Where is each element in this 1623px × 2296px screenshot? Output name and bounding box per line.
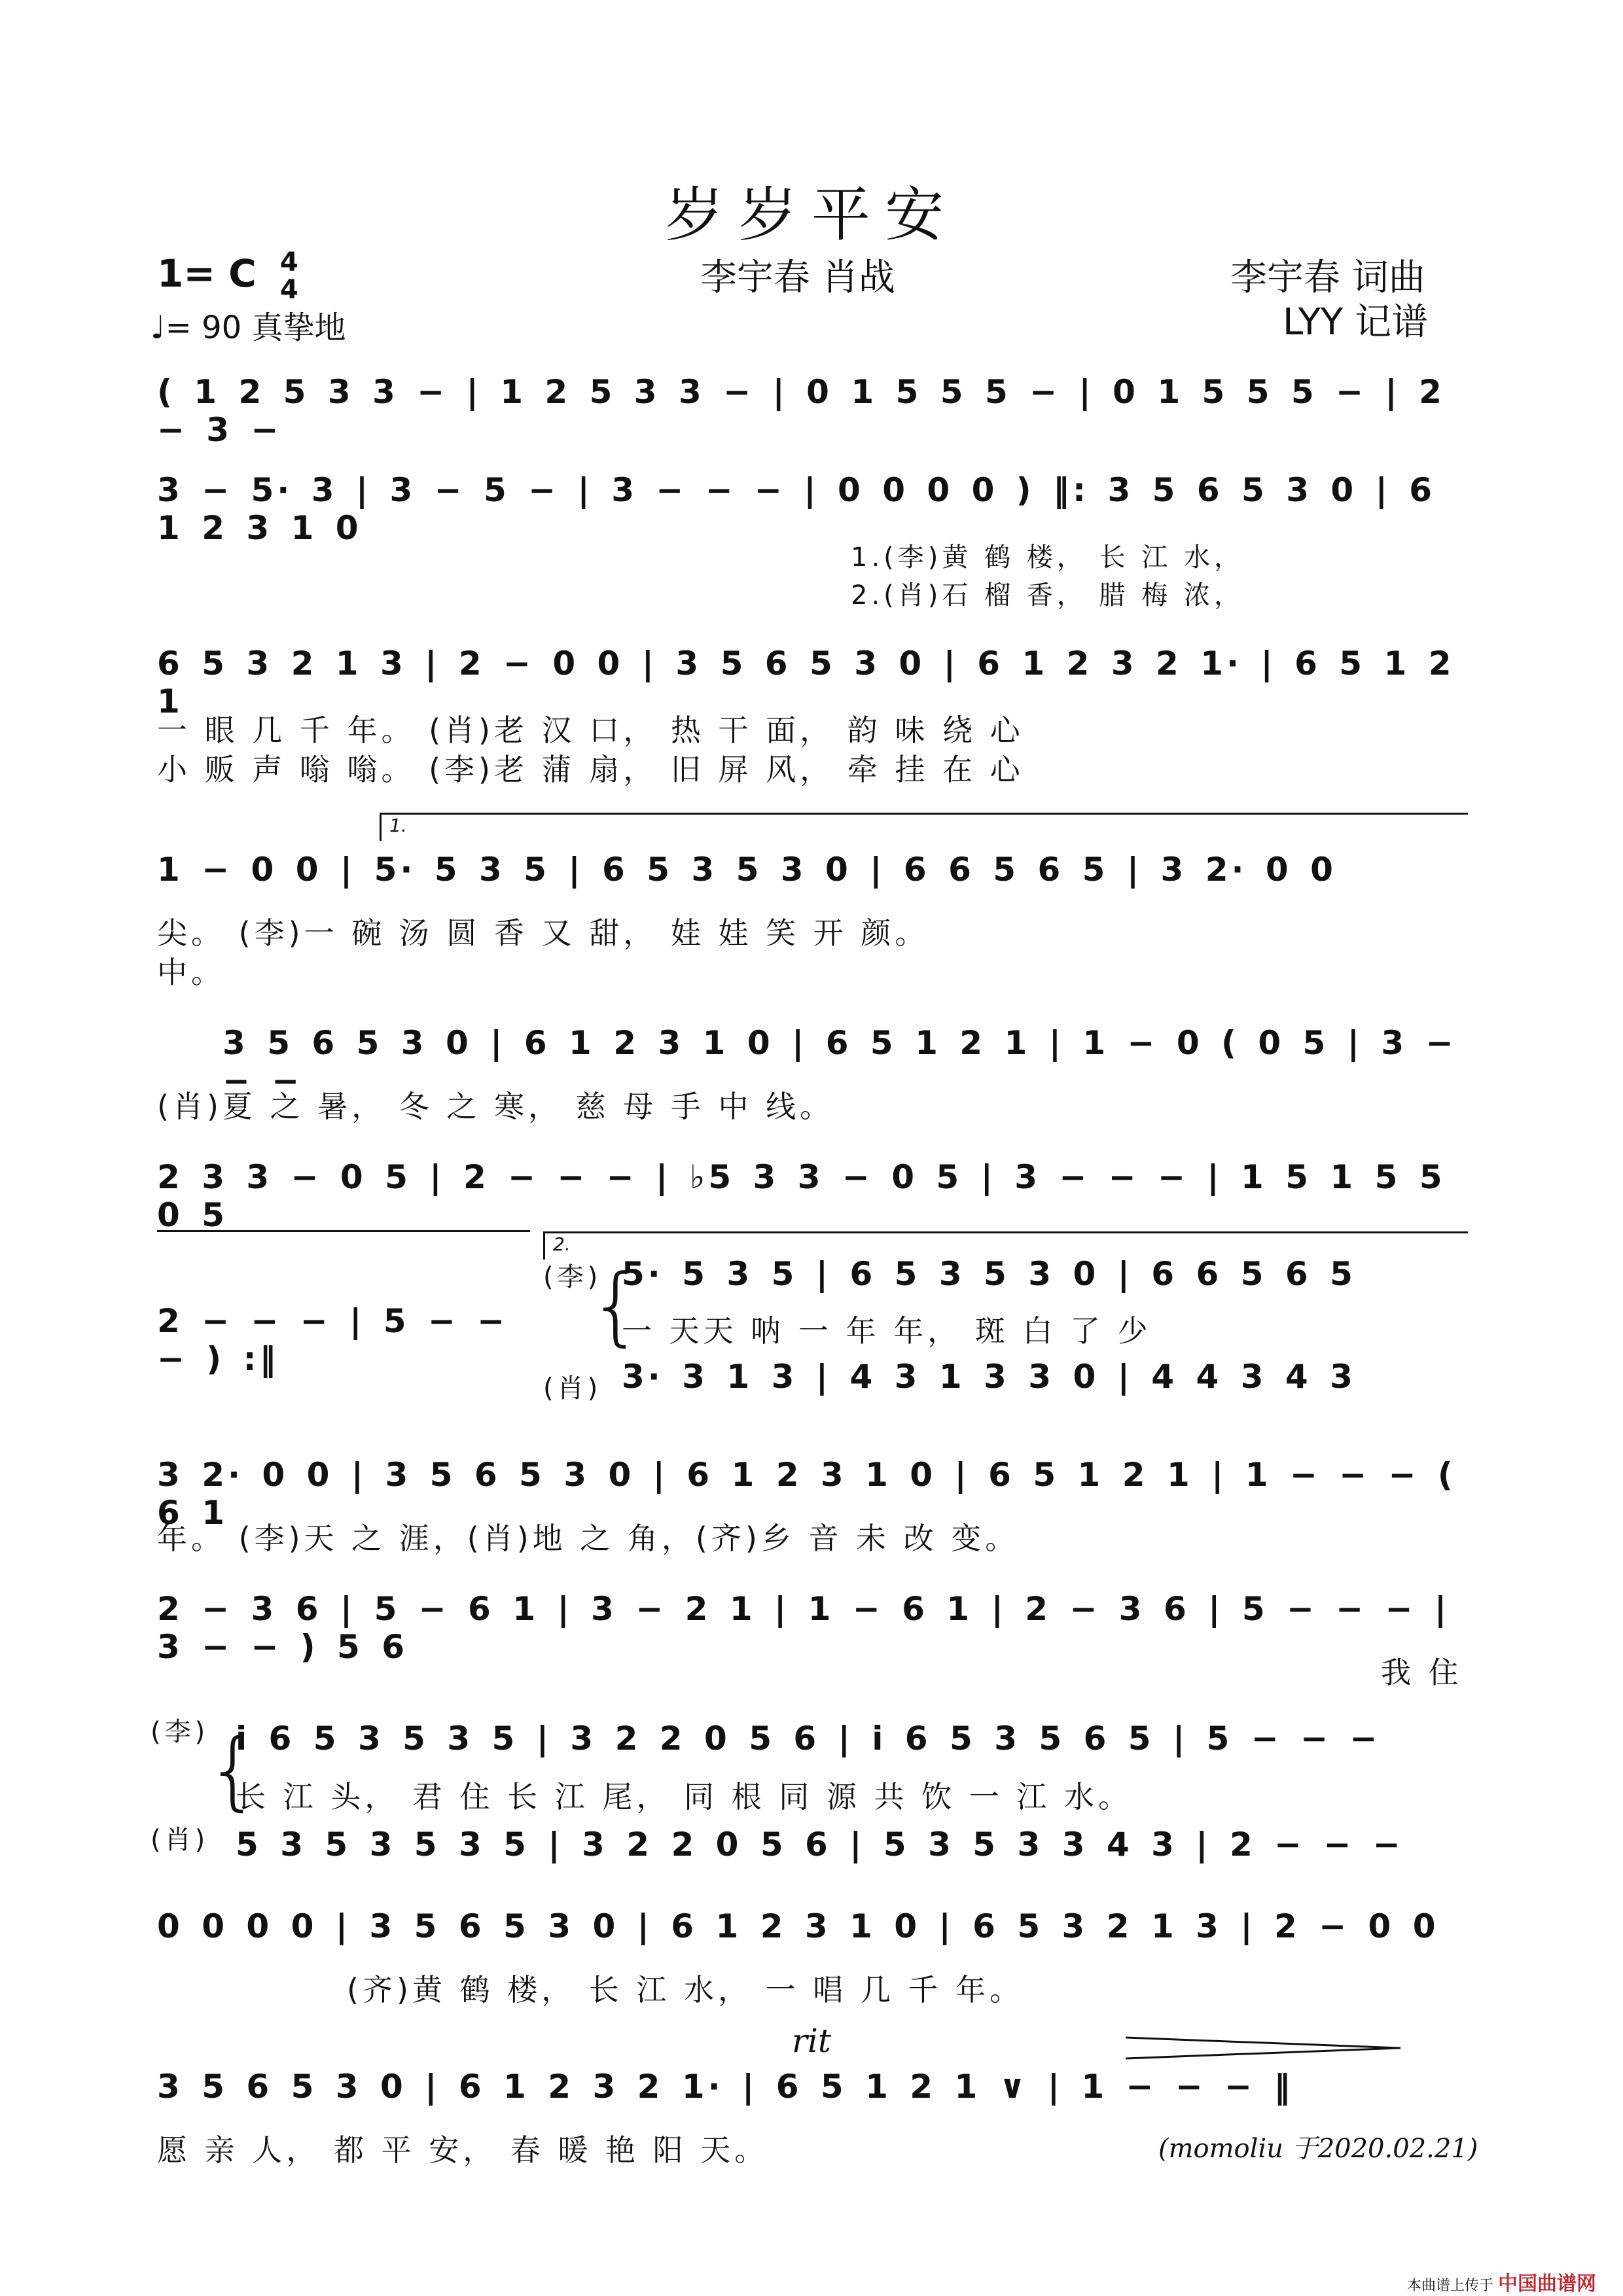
duet-notation-xiao: 3· 3 1 3 | 4 3 1 3 3 0 | 4 4 3 4 3 <box>622 1358 1356 1396</box>
first-ending-bracket <box>380 813 1468 841</box>
lyrics-verse-2: 中。 <box>157 955 225 990</box>
duet-notation-li: 5· 5 3 5 | 6 5 3 5 3 0 | 6 6 5 6 5 <box>622 1255 1356 1293</box>
singers: 李宇春 肖战 <box>700 256 895 299</box>
duet-label-li: (李) <box>543 1262 602 1292</box>
ritardando-marking: rit <box>792 2022 831 2060</box>
lyrics-verse-2: 小 贩 声 嗡 嗡。 (李)老 蒲 扇， 旧 屏 风， 牵 挂 在 心 <box>157 752 1024 787</box>
duet-label-xiao: (肖) <box>151 1825 209 1855</box>
notation-line: ( 1 2 5 3 3 − | 1 2 5 3 3 − | 0 1 5 5 5 − | 0 1 5 5 5 − | 2 − 3 − <box>157 373 1445 449</box>
notation-line: 6 5 3 2 1 3 | 2 − 0 0 | 3 5 6 5 3 0 | 6 1 2 3 2 1· | 6 5 1 2 1 <box>157 645 1455 720</box>
song-title: 岁岁平安 <box>665 181 958 249</box>
lyrics-verse-1: (齐)黄 鹤 楼， 长 江 水， 一 唱 几 千 年。 <box>347 1972 1024 2007</box>
notation-line: 3 5 6 5 3 0 | 6 1 2 3 1 0 | 6 5 1 2 1 | 1 − 0 ( 0 5 | 3 − − − <box>223 1024 1457 1100</box>
key-label: 1= C <box>157 251 257 296</box>
notation-line: 0 0 0 0 | 3 5 6 5 3 0 | 6 1 2 3 1 0 | 6 5 3 2 1 3 | 2 − 0 0 <box>157 1907 1439 1945</box>
notation-line: 3 − 5· 3 | 3 − 5 − | 3 − − − | 0 0 0 0 ) ‖: 3 5 6 5 3 0 | 6 1 2 3 1 0 <box>157 471 1436 547</box>
tempo-marking: ♩= 90 真挚地 <box>151 309 346 346</box>
watermark-prefix: 本曲谱上传于 <box>1407 2278 1494 2294</box>
lyrics-verse-1: 尖。 (李)一 碗 汤 圆 香 又 甜， 娃 娃 笑 开 颜。 <box>157 915 929 951</box>
transcriber: LYY 记谱 <box>1283 301 1428 344</box>
brace-icon: { <box>206 1720 260 1820</box>
time-signature <box>280 249 298 304</box>
notation-line: 2 − 3 6 | 5 − 6 1 | 3 − 2 1 | 1 − 6 1 | 2 − 3 6 | 5 − − − | 3 − − ) 5 6 <box>157 1590 1450 1666</box>
lyrics-verse-1: 一 眼 几 千 年。 (肖)老 汉 口， 热 干 面， 韵 味 绕 心 <box>157 713 1024 748</box>
ending-divider <box>157 1230 530 1232</box>
time-signature-bottom: 4 <box>279 275 298 305</box>
brace-icon: { <box>589 1256 643 1355</box>
notation-line: 2 − − − | 5 − − − ) :‖ <box>157 1302 508 1378</box>
lyrics-verse-1: 年。 (李)天 之 涯，(肖)地 之 角，(齐)乡 音 未 改 变。 <box>157 1521 1020 1556</box>
lyrics-verse-2: 2.(肖)石 榴 香， 腊 梅 浓， <box>851 580 1244 610</box>
duet-notation-li: i 6 5 3 5 3 5 | 3 2 2 0 5 6 | i 6 5 3 5 6 5 | 5 − − − <box>236 1720 1381 1757</box>
lyrics-verse-1: 我 住 <box>1381 1655 1463 1690</box>
notation-line: 2 3 3 − 0 5 | 2 − − − | ♭5 3 3 − 0 5 | 3 − − − | 1 5 1 5 5 0 5 <box>157 1158 1446 1234</box>
notation-line: 3 5 6 5 3 0 | 6 1 2 3 2 1· | 6 5 1 2 1 ∨ | 1 − − − ‖ <box>157 2068 1294 2106</box>
duet-lyrics: 一 天天 呐 一 年 年， 斑 白 了 少 <box>622 1313 1152 1349</box>
lyrics-verse-1: (肖)夏 之 暑， 冬 之 寒， 慈 母 手 中 线。 <box>157 1089 834 1124</box>
watermark-site: 中国曲谱网 <box>1498 2272 1597 2295</box>
lyrics-verse-1: 愿 亲 人， 都 平 安， 春 暖 艳 阳 天。 <box>157 2132 769 2168</box>
volta-label: 2. <box>553 1233 571 1255</box>
volta-label: 1. <box>389 815 407 836</box>
transcription-credit: (momoliu 于2020.02.21) <box>1158 2134 1478 2164</box>
duet-lyrics: 长 江 头， 君 住 长 江 尾， 同 根 同 源 共 饮 一 江 水。 <box>236 1779 1132 1814</box>
notation-line: 1 − 0 0 | 5· 5 3 5 | 6 5 3 5 3 0 | 6 6 5 6 5 | 3 2· 0 0 <box>157 851 1336 889</box>
lyrics-verse-1: 1.(李)黄 鹤 楼， 长 江 水， <box>851 542 1244 573</box>
time-signature-top: 4 <box>279 247 298 277</box>
notation-line: 3 2· 0 0 | 3 5 6 5 3 0 | 6 1 2 3 1 0 | 6 5 1 2 1 | 1 − − − ( 6 1 <box>157 1456 1456 1532</box>
key-signature <box>157 249 298 304</box>
diminuendo-icon <box>1126 2035 1400 2061</box>
duet-label-xiao: (肖) <box>543 1373 602 1404</box>
duet-notation-xiao: 5 3 5 3 5 3 5 | 3 2 2 0 5 6 | 5 3 5 3 3 4 3 | 2 − − − <box>236 1826 1404 1863</box>
site-watermark <box>1407 2267 1596 2296</box>
lyricist-composer: 李宇春 词曲 <box>1230 256 1425 299</box>
duet-label-li: (李) <box>151 1717 209 1747</box>
